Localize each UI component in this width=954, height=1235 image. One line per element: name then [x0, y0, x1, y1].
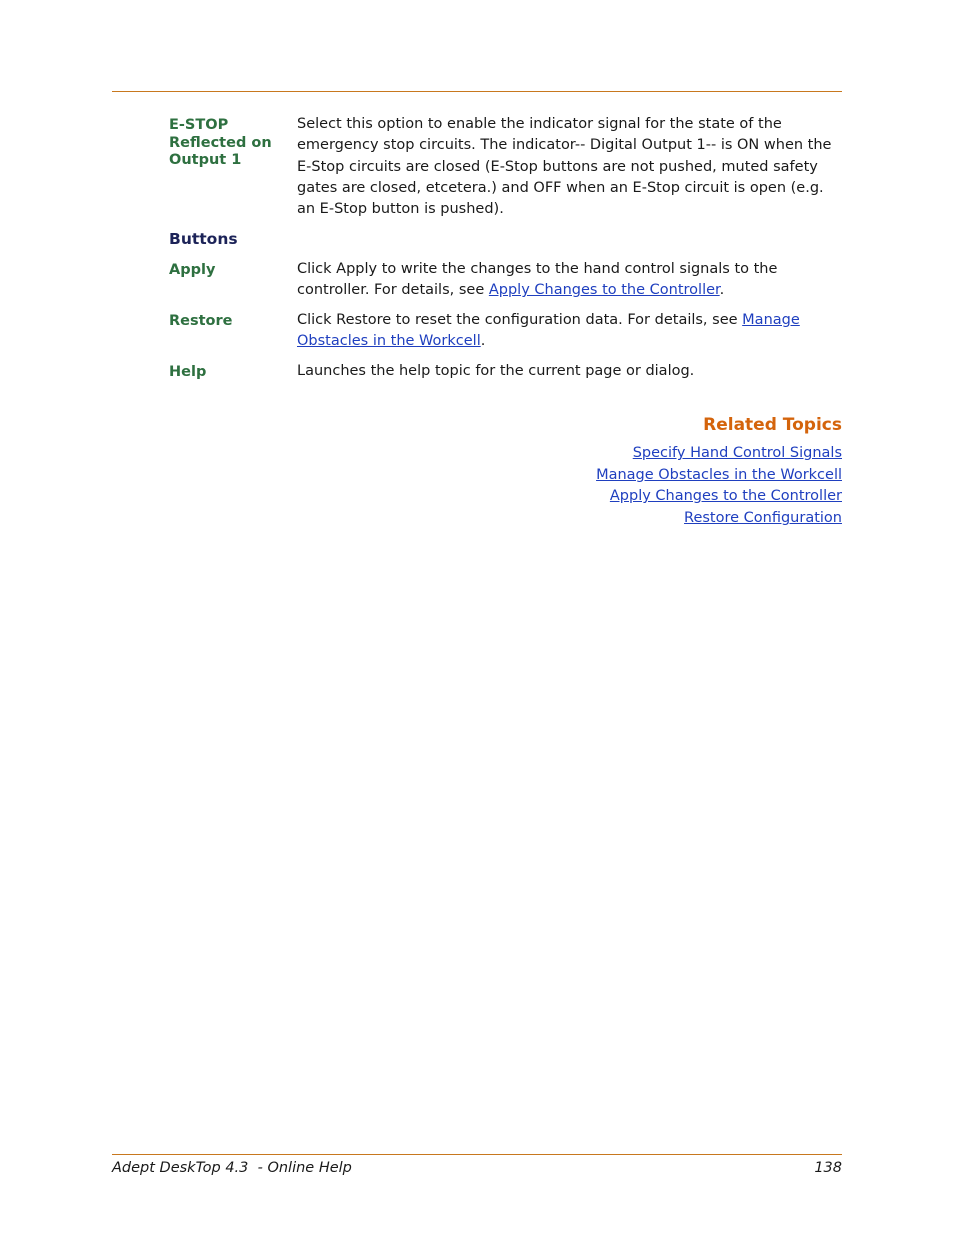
related-topics-title: Related Topics [703, 415, 842, 435]
restore-description [297, 310, 842, 353]
buttons-heading: Buttons [169, 230, 238, 248]
apply-text-end: . [719, 282, 725, 299]
manage-obstacles-link[interactable]: Manage Obstacles in the Workcell [297, 312, 800, 350]
estop-term-line-3: Output 1 [169, 152, 242, 168]
restore-term: Restore [169, 313, 233, 329]
related-link-restore-configuration[interactable]: Restore Configuration [684, 510, 842, 527]
estop-term-line-1: E-STOP [169, 117, 229, 133]
footer-title: Adept DeskTop 4.3 - Online Help [112, 1160, 352, 1176]
apply-changes-link[interactable]: Apply Changes to the Controller [488, 282, 720, 299]
restore-text-end: . [480, 333, 486, 350]
estop-term-line-2: Reflected on [169, 134, 272, 151]
header-rule [112, 91, 842, 92]
apply-text: Click Apply to write the changes to the hand control signals to the controller. For details, see [297, 261, 778, 299]
apply-description [297, 259, 842, 302]
restore-text: Click Restore to reset the configuration data. For details, see [297, 312, 743, 328]
estop-description: Select this option to enable the indicator signal for the state of the emergency stop circuits. The indicator-- Digital Output 1-- is ON when the E-Stop circuits are closed (E-Stop buttons are not pushed, muted safety gates are closed, etcetera.) and OFF when an E-Stop circuit is open (e.g. an E-Stop button is pushed). [297, 116, 832, 218]
page-number: 138 [814, 1160, 842, 1176]
footer-rule [112, 1154, 842, 1155]
related-topics-list [596, 443, 842, 530]
help-description: Launches the help topic for the current page or dialog. [297, 363, 695, 379]
related-link-apply-changes[interactable]: Apply Changes to the Controller [609, 488, 842, 505]
related-link-manage-obstacles[interactable]: Manage Obstacles in the Workcell [596, 466, 842, 483]
apply-term: Apply [169, 262, 216, 278]
related-link-specify-hand-control-signals[interactable]: Specify Hand Control Signals [632, 445, 842, 461]
estop-term [169, 117, 289, 170]
help-term: Help [169, 364, 207, 380]
